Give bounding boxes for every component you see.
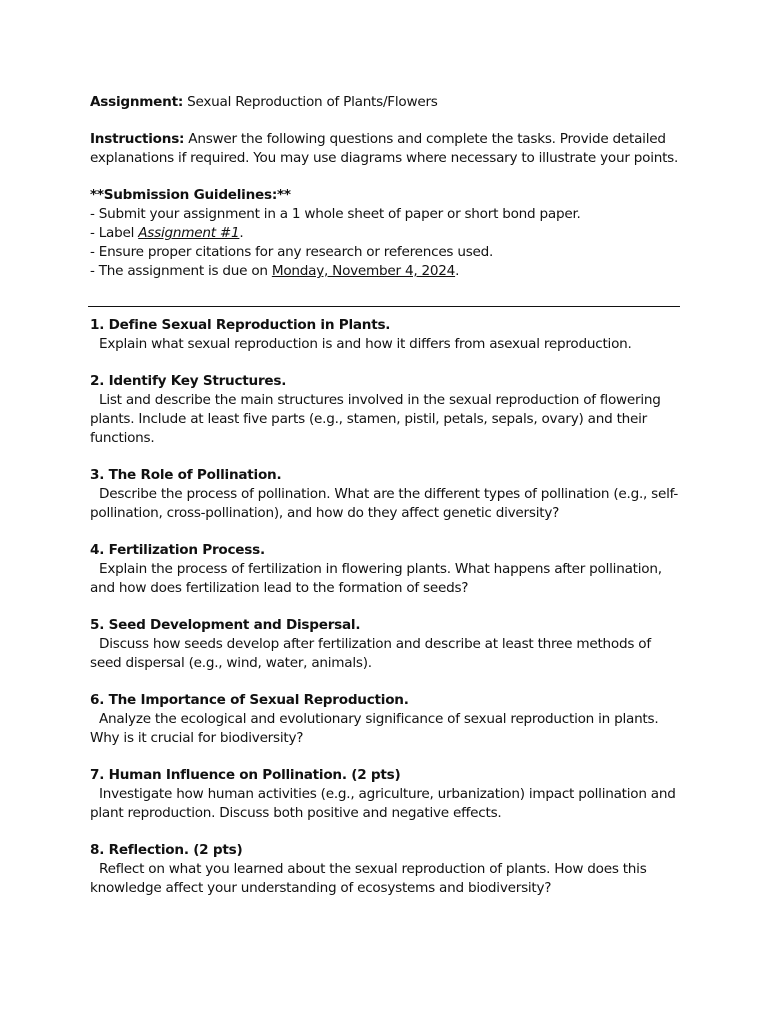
question-item	[90, 616, 682, 673]
question-body: Explain what sexual reproduction is and how it differs from asexual reproduction.	[99, 336, 632, 352]
guideline-item-4-suffix: .	[455, 263, 460, 279]
question-title-text: 7. Human Influence on Pollination. (2 pts)	[90, 767, 401, 783]
section-divider	[88, 306, 680, 307]
question-title-text: 2. Identify Key Structures.	[90, 373, 287, 389]
question-item	[90, 691, 682, 748]
question-item	[90, 372, 682, 448]
question-title	[90, 316, 682, 335]
assignment-number-label: Assignment #1	[138, 225, 240, 241]
question-title-text: 8. Reflection. (2 pts)	[90, 842, 243, 858]
question-item	[90, 541, 682, 598]
question-title	[90, 841, 682, 860]
question-body: Explain the process of fertilization in flowering plants. What happens after pollination, and how does fertilization lead to the formation of seeds?	[90, 561, 662, 596]
question-body: Reflect on what you learned about the sexual reproduction of plants. How does this knowledge affect your understanding of ecosystems and biodiversity?	[90, 861, 647, 896]
question-item	[90, 841, 682, 898]
guideline-item-4-prefix: - The assignment is due on	[90, 263, 272, 279]
guideline-item-1: - Submit your assignment in a 1 whole sheet of paper or short bond paper.	[90, 206, 581, 222]
question-item	[90, 316, 682, 354]
instructions-label: Instructions:	[90, 131, 185, 147]
guideline-item-4	[90, 262, 682, 281]
assignment-title: Sexual Reproduction of Plants/Flowers	[187, 94, 438, 110]
question-body: Describe the process of pollination. What are the different types of pollination (e.g., self-pollination, cross-pollination), and how do they affect genetic diversity?	[90, 486, 679, 521]
question-title	[90, 616, 682, 635]
question-item	[90, 466, 682, 523]
assignment-header	[90, 93, 682, 281]
question-title-text: 4. Fertilization Process.	[90, 542, 265, 558]
question-title-text: 1. Define Sexual Reproduction in Plants.	[90, 317, 391, 333]
question-body: Investigate how human activities (e.g., agriculture, urbanization) impact pollination and plant reproduction. Discuss both positive and negative effects.	[90, 786, 676, 821]
question-title	[90, 466, 682, 485]
guideline-item-3: - Ensure proper citations for any research or references used.	[90, 244, 494, 260]
assignment-line	[90, 93, 682, 112]
due-date: Monday, November 4, 2024	[271, 263, 456, 279]
guidelines-heading-text: **Submission Guidelines:**	[90, 187, 291, 203]
guideline-item-2	[90, 224, 682, 243]
guideline-item-2-prefix: - Label	[90, 225, 139, 241]
guidelines-heading	[90, 186, 682, 205]
question-item	[90, 766, 682, 823]
assignment-label: Assignment:	[90, 94, 184, 110]
question-title-text: 6. The Importance of Sexual Reproduction.	[90, 692, 409, 708]
question-body: Discuss how seeds develop after fertilization and describe at least three methods of seed dispersal (e.g., wind, water, animals).	[90, 636, 651, 671]
question-title-text: 3. The Role of Pollination.	[90, 467, 282, 483]
question-title-text: 5. Seed Development and Dispersal.	[90, 617, 361, 633]
question-title	[90, 541, 682, 560]
question-title	[90, 766, 682, 785]
question-title	[90, 691, 682, 710]
guideline-item-2-suffix: .	[239, 225, 244, 241]
instructions-text: Answer the following questions and complete the tasks. Provide detailed explanations if required. You may use diagrams where necessary to illustrate your points.	[90, 131, 679, 166]
question-list	[90, 316, 682, 916]
question-title	[90, 372, 682, 391]
question-body: List and describe the main structures involved in the sexual reproduction of flowering plants. Include at least five parts (e.g., stamen, pistil, petals, sepals, ovary) and their functions.	[90, 392, 661, 446]
instructions-paragraph	[90, 130, 682, 168]
question-body: Analyze the ecological and evolutionary significance of sexual reproduction in plants. Why is it crucial for biodiversity?	[90, 711, 659, 746]
